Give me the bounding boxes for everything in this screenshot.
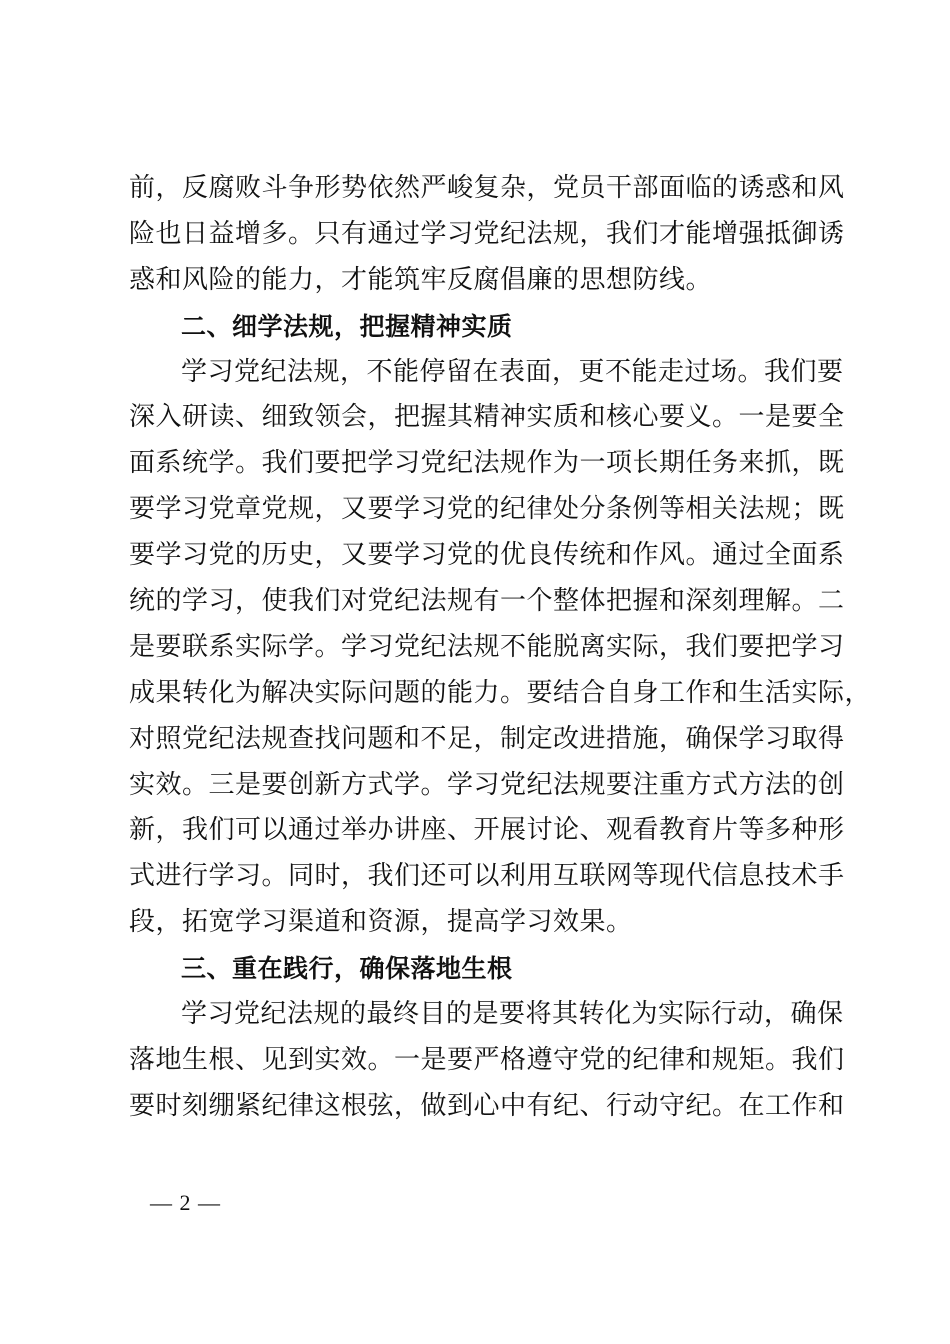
page-number: — 2 —: [150, 1190, 221, 1215]
paragraph-line: 实效。三是要创新方式学。学习党纪法规要注重方式方法的创: [129, 769, 845, 800]
paragraph-line: 学习党纪法规，不能停留在表面，更不能走过场。我们要: [181, 356, 844, 387]
paragraph-line: 段，拓宽学习渠道和资源，提高学习效果。: [129, 907, 633, 938]
paragraph-line: 学习党纪法规的最终目的是要将其转化为实际行动，确保: [181, 999, 844, 1030]
paragraph-line: 成果转化为解决实际问题的能力。要结合自身工作和生活实际，: [129, 677, 872, 708]
document-body: [129, 166, 872, 1130]
paragraph-line: 对照党纪法规查找问题和不足，制定改进措施，确保学习取得: [129, 723, 845, 754]
section-heading-2: 二、细学法规，把握精神实质: [181, 311, 513, 341]
paragraph-line: 是要联系实际学。学习党纪法规不能脱离实际，我们要把学习: [129, 631, 845, 662]
paragraph-line: 式进行学习。同时，我们还可以利用互联网等现代信息技术手: [129, 861, 845, 892]
section-heading-3: 三、重在践行，确保落地生根: [181, 954, 513, 984]
paragraph-line: 新，我们可以通过举办讲座、开展讨论、观看教育片等多种形: [129, 815, 845, 846]
paragraph-line: 统的学习，使我们对党纪法规有一个整体把握和深刻理解。二: [129, 586, 845, 617]
paragraph-line: 要时刻绷紧纪律这根弦，做到心中有纪、行动守纪。在工作和: [129, 1090, 845, 1121]
paragraph-line: 险也日益增多。只有通过学习党纪法规，我们才能增强抵御诱: [129, 218, 845, 249]
paragraph-line: 要学习党的历史，又要学习党的优良传统和作风。通过全面系: [129, 540, 845, 571]
paragraph-line: 面系统学。我们要把学习党纪法规作为一项长期任务来抓，既: [129, 448, 845, 479]
paragraph-line: 要学习党章党规，又要学习党的纪律处分条例等相关法规；既: [129, 494, 845, 525]
paragraph-line: 前，反腐败斗争形势依然严峻复杂，党员干部面临的诱惑和风: [129, 173, 845, 203]
paragraph-line: 惑和风险的能力，才能筑牢反腐倡廉的思想防线。: [129, 264, 713, 295]
paragraph-line: 落地生根、见到实效。一是要严格遵守党的纪律和规矩。我们: [129, 1044, 845, 1075]
paragraph-line: 深入研读、细致领会，把握其精神实质和核心要义。一是要全: [129, 402, 845, 433]
